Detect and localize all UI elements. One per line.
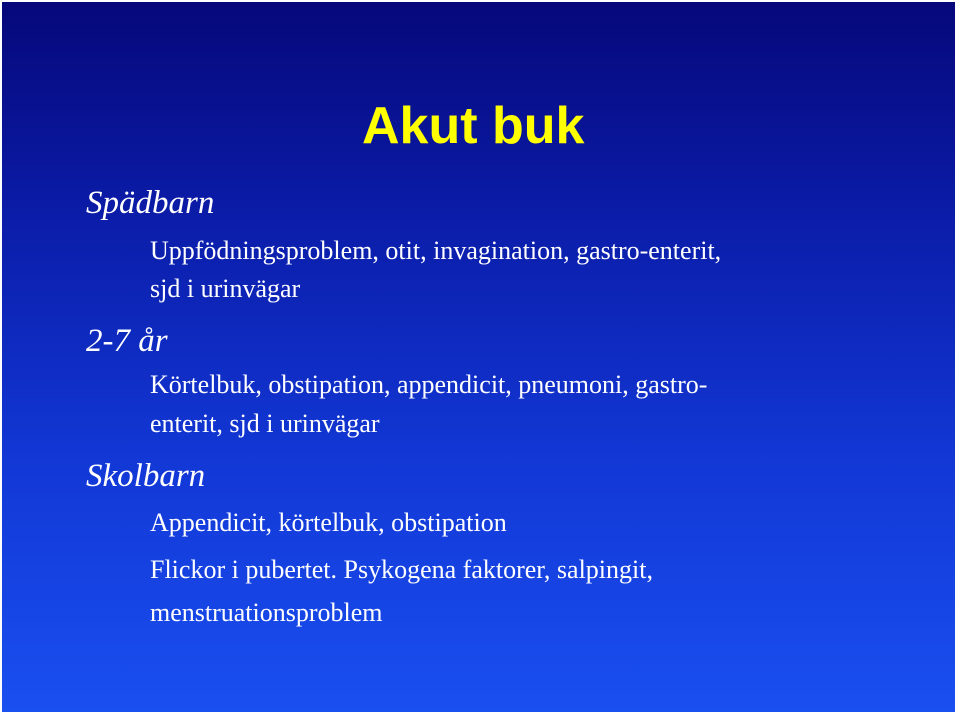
section-text-line: Flickor i pubertet. Psykogena faktorer, salpingit,: [150, 555, 653, 584]
slide-title: Akut buk: [362, 97, 585, 155]
section-text-line: Uppfödningsproblem, otit, invagination, gastro-enterit,: [150, 236, 722, 265]
section-text-line: Körtelbuk, obstipation, appendicit, pneumoni, gastro-: [150, 370, 708, 399]
section-text-line: Appendicit, körtelbuk, obstipation: [150, 508, 507, 537]
section-text-line: sjd i urinvägar: [150, 274, 301, 303]
slide: [2, 2, 955, 712]
section-heading-skolbarn: Skolbarn: [86, 458, 206, 494]
section-heading-2-7-ar: 2-7 år: [86, 323, 168, 359]
section-heading-spadbarn: Spädbarn: [86, 185, 215, 221]
section-text-line: enterit, sjd i urinvägar: [150, 409, 380, 438]
section-text-line: menstruationsproblem: [150, 598, 383, 627]
